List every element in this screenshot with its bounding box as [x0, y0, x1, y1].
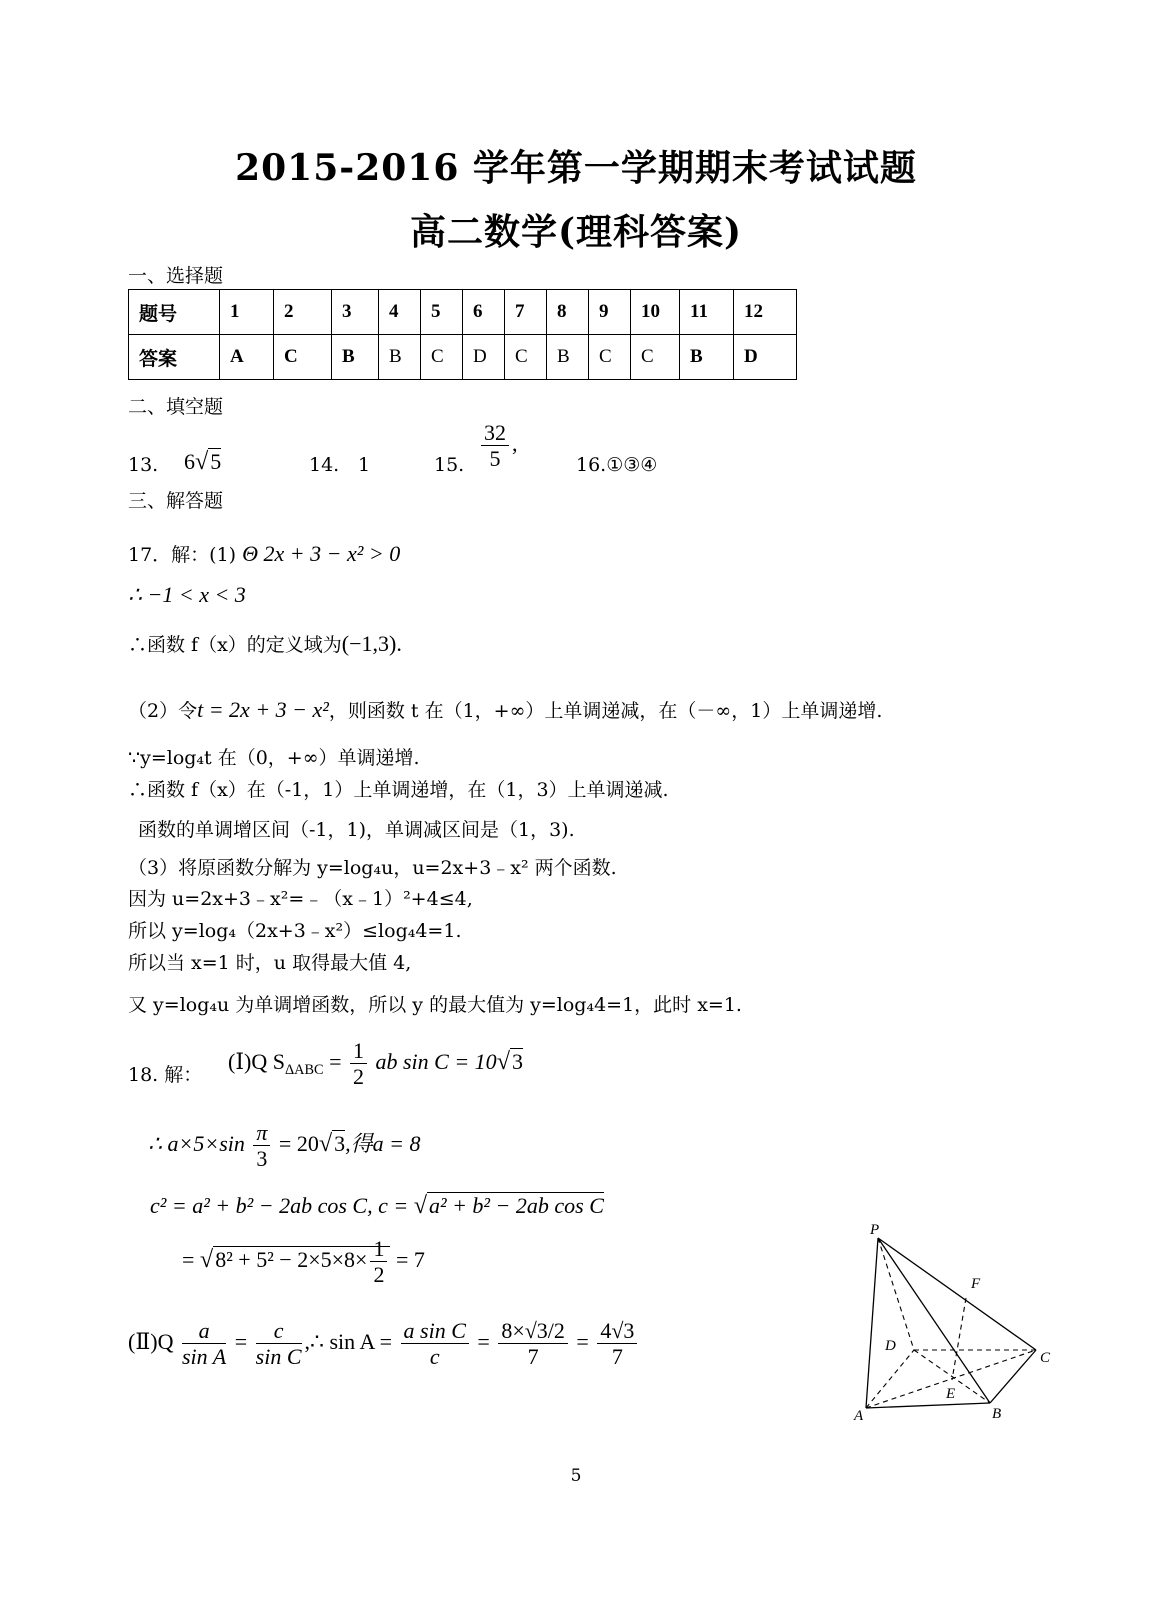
table-cell: 7 — [505, 290, 547, 335]
p17-line10: 所以 y=log₄（2x+3﹣x²）≤log₄4=1. — [128, 920, 462, 942]
section-fill-heading: 二、填空题 — [128, 396, 224, 418]
p18-part1: (Ⅰ)Q S — [228, 1048, 285, 1074]
p17-line3 — [128, 630, 402, 657]
table-cell: A — [220, 335, 274, 380]
fraction-numerator: 4√3 — [597, 1318, 637, 1344]
radicand — [213, 1236, 390, 1288]
table-cell: 6 — [463, 290, 505, 335]
fraction-denominator: 2 — [352, 1064, 364, 1090]
fraction-numerator: a — [182, 1318, 226, 1344]
sqrt-symbol: √ — [195, 448, 209, 475]
table-cell: D — [463, 335, 505, 380]
fraction-half — [370, 1236, 387, 1288]
table-cell: C — [589, 335, 631, 380]
table-cell: B — [332, 335, 379, 380]
fraction-pi-3 — [253, 1120, 270, 1172]
fraction-numerator: π — [253, 1120, 270, 1146]
p17-line9: 因为 u=2x+3﹣x²=﹣（x﹣1）²+4≤4, — [128, 888, 473, 910]
section-choice-heading: 一、选择题 — [128, 265, 224, 287]
p18-line2 — [148, 1120, 420, 1172]
fraction-denominator: 3 — [256, 1146, 268, 1172]
fraction-denominator: sin A — [182, 1344, 227, 1370]
p17-inequality: Θ 2x + 3 − x² > 0 — [242, 541, 401, 566]
fraction-numerator: 8×√3/2 — [498, 1318, 568, 1344]
row-header-ans: 答案 — [129, 335, 220, 380]
table-cell: 12 — [734, 290, 797, 335]
p18-line3 — [150, 1192, 604, 1220]
answer-table — [128, 289, 797, 380]
sqrt-symbol: √ — [318, 1129, 333, 1157]
q13-coef: 6 — [184, 449, 195, 474]
fraction-numerator: a sin C — [401, 1318, 469, 1344]
table-cell: 2 — [274, 290, 332, 335]
radicand-text: 8² + 5² − 2×5×8× — [215, 1246, 368, 1272]
equals: = — [182, 1246, 200, 1272]
fill-q14-label: 14. — [309, 454, 340, 476]
table-cell: 9 — [589, 290, 631, 335]
p18-l2b: = 20 — [278, 1130, 319, 1156]
p17-t-def: t = 2x + 3 − x² — [197, 697, 329, 722]
edge-PC — [878, 1238, 1036, 1350]
p18-label: 18. 解： — [128, 1064, 203, 1086]
p18-part2: (Ⅱ)Q — [128, 1328, 174, 1354]
fraction-denominator: c — [429, 1344, 440, 1370]
p18-line1 — [228, 1038, 523, 1090]
p17-line1 — [128, 540, 400, 567]
section-solve-heading: 三、解答题 — [128, 490, 224, 512]
table-cell: C — [421, 335, 463, 380]
p18-subscript: ΔABC — [284, 1062, 324, 1079]
fraction — [481, 420, 509, 472]
edge-PA — [866, 1238, 878, 1408]
page-number: 5 — [570, 1466, 582, 1486]
table-cell: D — [734, 335, 797, 380]
label-E: E — [946, 1386, 956, 1402]
fraction — [597, 1318, 637, 1370]
p18-result: = 7 — [395, 1246, 425, 1272]
fill-q15-label: 15. — [434, 454, 465, 476]
fill-q16: 16.①③④ — [576, 454, 658, 476]
label-F: F — [971, 1276, 981, 1292]
edge-AD — [866, 1350, 914, 1408]
p17-line2: ∴ −1 < x < 3 — [128, 582, 246, 607]
table-cell: 10 — [631, 290, 680, 335]
p18-area: ab sin C = 10 — [375, 1048, 497, 1074]
fraction-denominator: sin C — [255, 1344, 302, 1370]
table-cell: 5 — [421, 290, 463, 335]
fill-q15-answer — [478, 420, 518, 472]
fill-q14-answer: 1 — [358, 454, 371, 476]
p18-line5: (Ⅱ)Q $\frac{a}{\text{sin A}}$ = $\frac{c}{\text{sin C}}$ ,∴ sin A = $\frac{\text{a sin C}}{c}$ = $\frac{8\times√3/2}{7}$ = $\frac{4√3}{7}$ — [128, 1318, 640, 1370]
table-row-numbers — [129, 290, 797, 335]
fill-q13-label: 13. — [128, 454, 159, 476]
fraction-numerator: 1 — [370, 1236, 387, 1262]
fraction-numerator: c — [256, 1318, 302, 1344]
table-cell: B — [379, 335, 421, 380]
fraction — [256, 1318, 302, 1370]
table-cell: C — [274, 335, 332, 380]
fraction-numerator: 1 — [350, 1038, 367, 1064]
sqrt-symbol: √ — [413, 1192, 427, 1219]
edge-AB — [866, 1403, 990, 1408]
page-subtitle: 高二数学(理科答案) — [409, 211, 743, 253]
equals: = — [329, 1048, 342, 1074]
p17-line4 — [128, 696, 882, 723]
sqrt-symbol: √ — [496, 1047, 510, 1075]
p17-label: 17．解：(1) — [128, 544, 237, 566]
p17-line6: ∴函数 f（x）在（-1，1）上单调递增，在（1，3）上单调递减. — [128, 779, 669, 801]
fraction-numerator: 32 — [481, 420, 509, 446]
label-D: D — [885, 1338, 896, 1354]
table-cell: 11 — [680, 290, 734, 335]
table-row-answers — [129, 335, 797, 380]
table-cell: 1 — [220, 290, 274, 335]
p17-line12: 又 y=log₄u 为单调增函数，所以 y 的最大值为 y=log₄4=1，此时 x=1. — [128, 994, 742, 1016]
page-title: 2015-2016 学年第一学期期末考试试题 — [235, 147, 917, 189]
label-C: C — [1040, 1350, 1051, 1366]
comma: , — [512, 430, 518, 456]
p18-sinA: ,∴ sin A = — [304, 1328, 393, 1354]
radicand: 3 — [511, 1048, 523, 1074]
fraction-denominator: 5 — [489, 446, 501, 472]
p17-domain: (−1,3). — [341, 631, 402, 656]
table-cell: 8 — [547, 290, 589, 335]
q13-radicand: 5 — [210, 449, 222, 474]
table-cell: B — [547, 335, 589, 380]
table-cell: 3 — [332, 290, 379, 335]
p17-mono-text: ，则函数 t 在（1，+∞）上单调递减，在（－∞，1）上单调递增. — [328, 700, 883, 722]
p17-line7: 函数的单调增区间（-1，1)，单调减区间是（1，3). — [138, 819, 575, 841]
label-B: B — [992, 1406, 1002, 1422]
fraction — [498, 1318, 568, 1370]
p17-let: （2）令 — [128, 700, 198, 722]
edge-PB — [878, 1238, 990, 1403]
p17-line5: ∵y=log₄t 在（0，+∞）单调递增. — [128, 747, 420, 769]
label-P: P — [870, 1222, 880, 1238]
fraction-denominator: 2 — [373, 1262, 385, 1288]
fraction-half — [350, 1038, 367, 1090]
p17-line11: 所以当 x=1 时，u 取得最大值 4, — [128, 952, 412, 974]
label-A: A — [854, 1408, 864, 1424]
p17-line8: （3）将原函数分解为 y=log₄u，u=2x+3﹣x² 两个函数. — [128, 857, 617, 879]
fill-q13-answer — [184, 448, 221, 476]
p18-cosine-law: c² = a² + b² − 2ab cos C, c = — [150, 1193, 414, 1218]
p17-domain-text: ∴函数 f（x）的定义域为 — [128, 634, 342, 656]
table-cell: C — [631, 335, 680, 380]
fraction-denominator: 7 — [611, 1344, 623, 1370]
fraction-denominator: 7 — [527, 1344, 539, 1370]
radicand: 3 — [334, 1130, 346, 1156]
edge-FE — [952, 1298, 966, 1380]
edge-PD — [878, 1238, 914, 1350]
pyramid-figure — [840, 1220, 1070, 1430]
row-header-num: 题号 — [129, 290, 220, 335]
p18-line4 — [182, 1236, 425, 1288]
p18-l2c: ,得a = 8 — [345, 1130, 421, 1156]
table-cell: 4 — [379, 290, 421, 335]
fraction — [401, 1318, 469, 1370]
sqrt-symbol: √ — [199, 1245, 214, 1273]
table-cell: C — [505, 335, 547, 380]
radicand: a² + b² − 2ab cos C — [428, 1193, 604, 1218]
p18-l2a: ∴ a×5×sin — [148, 1130, 245, 1156]
fraction — [182, 1318, 226, 1370]
table-cell: B — [680, 335, 734, 380]
